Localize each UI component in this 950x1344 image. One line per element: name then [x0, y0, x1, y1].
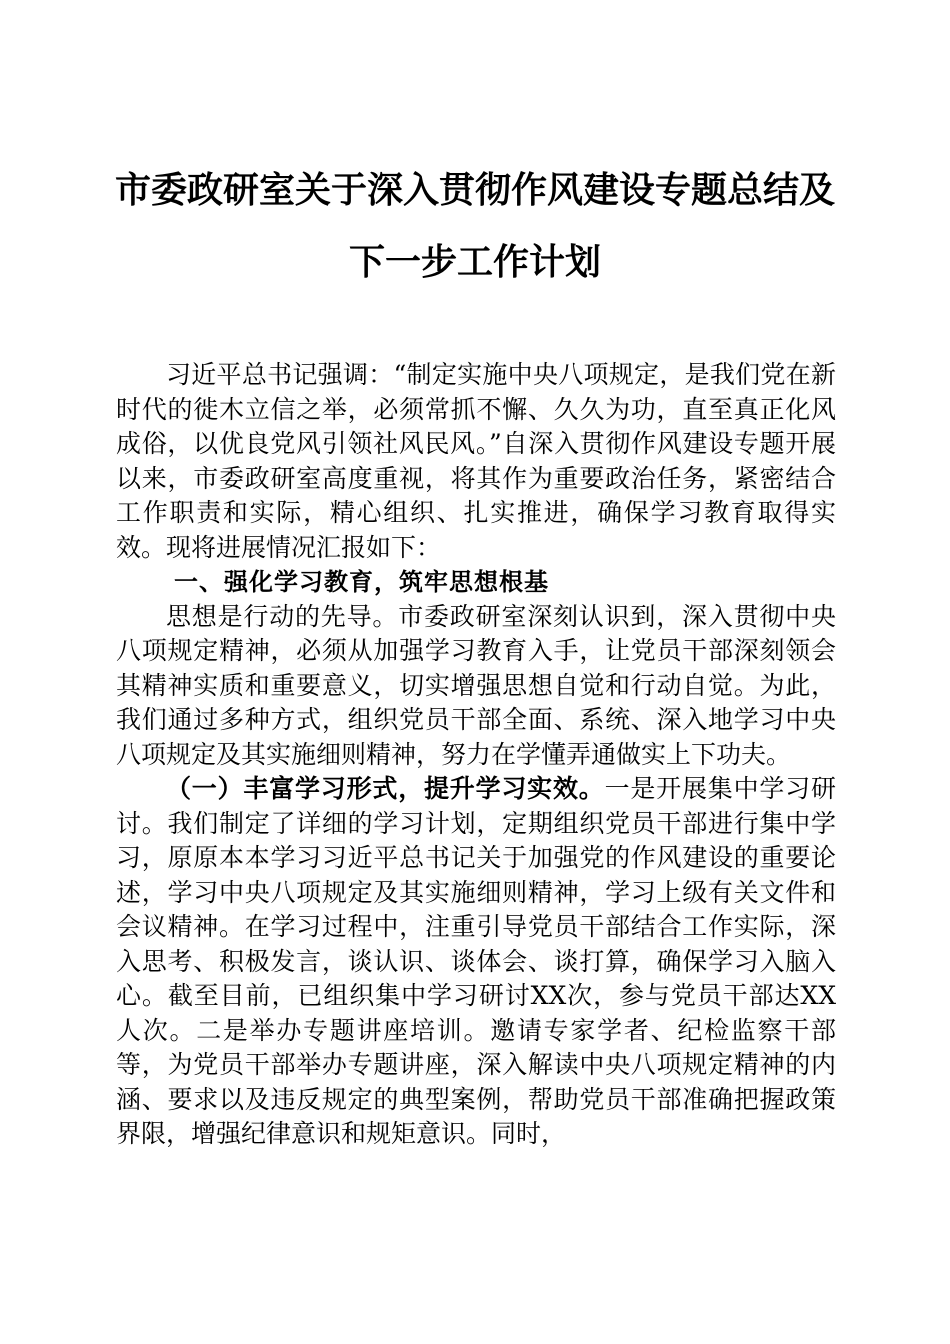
- document-title-line-1: 市委政研室关于深入贯彻作风建设专题总结及: [114, 170, 835, 211]
- section-1-paragraph: 思想是行动的先导。市委政研室深刻认识到，深入贯彻中央八项规定精神，必须从加强学习教育入手，让党员干部深刻领会其精神实质和重要意义，切实增强思想自觉和行动自觉。为此，我们通过多种方式，组织党员干部全面、系统、深入地学习中央八项规定及其实施细则精神，努力在学懂弄通做实上下功夫。: [116, 601, 836, 769]
- subsection-1-paragraph: [116, 772, 836, 1152]
- subsection-1-lead: （一）丰富学习形式，提升学习实效。: [166, 774, 605, 803]
- intro-paragraph: 习近平总书记强调：“制定实施中央八项规定，是我们党在新时代的徙木立信之举，必须常抓不懈、久久为功，直至真正化风成俗，以优良党风引领社风民风。”自深入贯彻作风建设专题开展以来，市委政研室高度重视，将其作为重要政治任务，紧密结合工作职责和实际，精心组织、扎实推进，确保学习教育取得实效。现将进展情况汇报如下：: [116, 360, 836, 562]
- document-body: [116, 358, 836, 1152]
- document-title-line-2: 下一步工作计划: [348, 242, 601, 283]
- subsection-1-body: 一是开展集中学习研讨。我们制定了详细的学习计划，定期组织党员干部进行集中学习，原原本本学习习近平总书记关于加强党的作风建设的重要论述，学习中央八项规定及其实施细则精神，学习上级有关文件和会议精神。在学习过程中，注重引导党员干部结合工作实际，深入思考、积极发言，谈认识、谈体会、谈打算，确保学习入脑入心。截至目前，已组织集中学习研讨XX次，参与党员干部达XX人次。二是举办专题讲座培训。邀请专家学者、纪检监察干部等，为党员干部举办专题讲座，深入解读中央八项规定精神的内涵、要求以及违反规定的典型案例，帮助党员干部准确把握政策界限，增强纪律意识和规矩意识。同时，: [116, 774, 836, 1148]
- section-1-heading: 一、强化学习教育，筑牢思想根基: [174, 568, 549, 596]
